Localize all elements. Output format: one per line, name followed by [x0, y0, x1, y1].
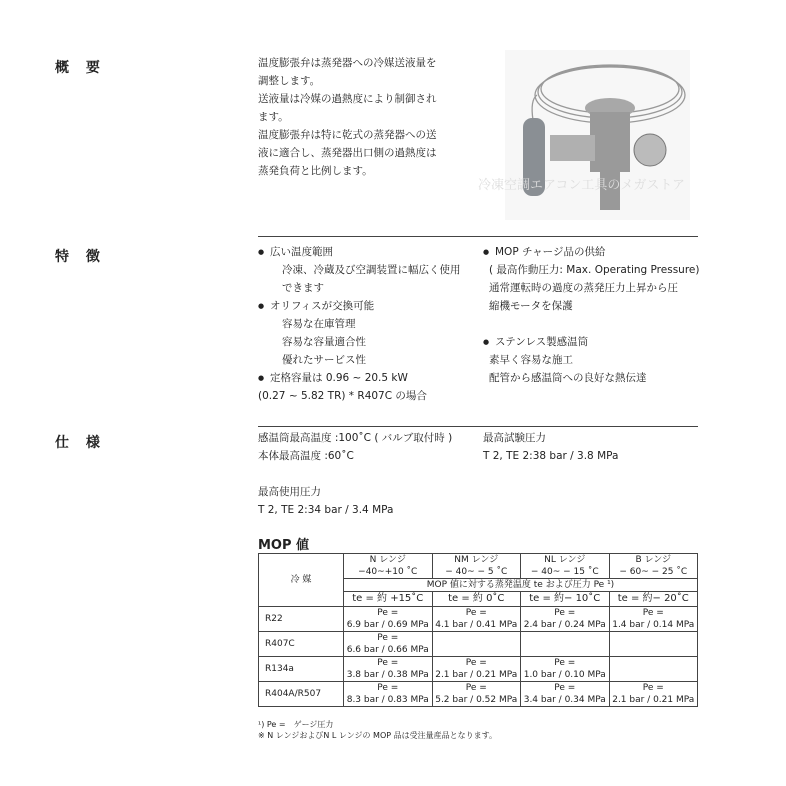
pe-label: Pe = — [554, 608, 576, 618]
pressure-value: 2.1 bar / 0.21 MPa — [435, 670, 518, 680]
max-working-pressure-label: 最高使用圧力 — [258, 486, 321, 498]
pressure-cell — [432, 657, 521, 682]
footnote: ¹) Pe = ゲージ圧力 — [258, 720, 334, 729]
bulb-max-temp: 感温筒最高温度 :100˚C ( バルブ取付時 ) — [258, 432, 453, 444]
pressure-cell — [609, 682, 698, 707]
table-row — [259, 632, 698, 657]
pressure-cell — [521, 607, 610, 632]
range-header — [432, 554, 521, 579]
divider — [258, 426, 698, 427]
feature-detail: 通常運転時の過度の蒸発圧力上昇から圧 — [489, 282, 678, 294]
valve-image — [505, 50, 690, 220]
te-header: te = 約 +15˚C — [344, 592, 433, 607]
pressure-cell — [432, 632, 521, 657]
feature-detail: 容易な在庫管理 — [282, 318, 356, 330]
pressure-value: 8.3 bar / 0.83 MPa — [346, 695, 429, 705]
table-row — [259, 657, 698, 682]
range-name: NL レンジ — [544, 555, 586, 565]
max-working-pressure: T 2, TE 2:34 bar / 3.4 MPa — [258, 504, 394, 516]
pe-label: Pe = — [554, 683, 576, 693]
feature-detail: (0.27 ~ 5.82 TR) * R407C の場合 — [258, 390, 427, 402]
pe-label: Pe = — [554, 658, 576, 668]
feature-detail: ( 最高作動圧力: Max. Operating Pressure) — [489, 264, 700, 276]
features-right — [483, 243, 703, 387]
range-temp: −40~+10 ˚C — [358, 567, 418, 577]
features-heading: 特 徴 — [55, 249, 106, 265]
range-header — [344, 554, 433, 579]
specs-heading: 仕 様 — [55, 435, 106, 451]
pressure-cell — [432, 682, 521, 707]
overview-line: 蒸発負荷と比例します。 — [258, 165, 373, 177]
pressure-cell — [521, 632, 610, 657]
pe-label: Pe = — [642, 608, 664, 618]
table-row — [259, 682, 698, 707]
pressure-value: 1.0 bar / 0.10 MPa — [523, 670, 606, 680]
range-name: N レンジ — [369, 555, 406, 565]
pressure-value: 2.4 bar / 0.24 MPa — [523, 620, 606, 630]
pressure-cell — [521, 682, 610, 707]
pressure-value: 3.8 bar / 0.38 MPa — [346, 670, 429, 680]
pe-label: Pe = — [377, 633, 399, 643]
te-header: te = 約− 20˚C — [609, 592, 698, 607]
refrigerant-header: 冷 媒 — [259, 554, 344, 607]
pressure-cell — [344, 682, 433, 707]
divider — [258, 236, 698, 237]
feature-detail: 容易な容量適合性 — [282, 336, 366, 348]
table-row — [259, 607, 698, 632]
watermark: 冷凍空調エアコン工具のメガストア — [478, 178, 685, 193]
pressure-cell — [344, 607, 433, 632]
feature-bullet: ● 定格容量は 0.96 ~ 20.5 kW — [258, 369, 483, 387]
pressure-value: 1.4 bar / 0.14 MPa — [612, 620, 695, 630]
feature-detail: 配管から感温筒への良好な熱伝達 — [489, 372, 647, 384]
note: ※ N レンジおよびN L レンジの MOP 品は受注量産品となります。 — [258, 731, 497, 740]
overview-line: ます。 — [258, 111, 289, 123]
pe-label: Pe = — [377, 608, 399, 618]
pressure-cell — [609, 632, 698, 657]
range-header — [609, 554, 698, 579]
pressure-cell — [609, 607, 698, 632]
mop-subheader: MOP 値に対する蒸発温度 te および圧力 Pe ¹) — [344, 579, 698, 592]
refrigerant-name: R134a — [259, 657, 344, 682]
pe-label: Pe = — [465, 658, 487, 668]
overview-line: 調整します。 — [258, 75, 321, 87]
feature-detail: できます — [282, 282, 324, 294]
feature-bullet: ● ステンレス製感温筒 — [483, 333, 703, 351]
pe-label: Pe = — [465, 683, 487, 693]
pressure-cell — [344, 632, 433, 657]
feature-bullet: ● オリフィスが交換可能 — [258, 297, 483, 315]
pressure-value: 6.9 bar / 0.69 MPa — [346, 620, 429, 630]
pressure-cell — [521, 657, 610, 682]
pressure-value: 4.1 bar / 0.41 MPa — [435, 620, 518, 630]
refrigerant-name: R404A/R507 — [259, 682, 344, 707]
mop-table — [258, 553, 698, 707]
max-test-pressure-label: 最高試験圧力 — [483, 432, 546, 444]
feature-bullet: ● 広い温度範囲 — [258, 243, 483, 261]
feature-detail: 素早く容易な施工 — [489, 354, 573, 366]
refrigerant-name: R407C — [259, 632, 344, 657]
range-temp: − 40~ − 5 ˚C — [445, 567, 508, 577]
pe-label: Pe = — [377, 683, 399, 693]
overview-line: 温度膨張弁は蒸発器への冷媒送液量を — [258, 57, 437, 69]
feature-detail: 優れたサービス性 — [282, 354, 366, 366]
pressure-value: 3.4 bar / 0.34 MPa — [523, 695, 606, 705]
pressure-cell — [432, 607, 521, 632]
feature-detail: 縮機モータを保護 — [489, 300, 573, 312]
pe-label: Pe = — [465, 608, 487, 618]
overview-line: 液に適合し、蒸発器出口側の過熱度は — [258, 147, 437, 159]
mop-title: MOP 値 — [258, 538, 310, 553]
te-header: te = 約 0˚C — [432, 592, 521, 607]
refrigerant-name: R22 — [259, 607, 344, 632]
range-header — [521, 554, 610, 579]
pressure-cell — [344, 657, 433, 682]
range-temp: − 60~ − 25 ˚C — [619, 567, 688, 577]
overview-heading: 概 要 — [55, 60, 106, 76]
te-header: te = 約− 10˚C — [521, 592, 610, 607]
feature-bullet: ● MOP チャージ品の供給 — [483, 243, 703, 261]
pressure-value: 5.2 bar / 0.52 MPa — [435, 695, 518, 705]
max-test-pressure: T 2, TE 2:38 bar / 3.8 MPa — [483, 450, 619, 462]
pressure-value: 6.6 bar / 0.66 MPa — [346, 645, 429, 655]
body-max-temp: 本体最高温度 :60˚C — [258, 450, 354, 462]
range-name: NM レンジ — [454, 555, 499, 565]
features-left — [258, 243, 483, 405]
overview-text — [258, 54, 437, 180]
overview-line: 温度膨張弁は特に乾式の蒸発器への送 — [258, 129, 437, 141]
feature-detail: 冷凍、冷蔵及び空調装置に幅広く使用 — [282, 264, 461, 276]
pe-label: Pe = — [377, 658, 399, 668]
range-name: B レンジ — [635, 555, 672, 565]
pe-label: Pe = — [642, 683, 664, 693]
overview-line: 送液量は冷媒の過熱度により制御され — [258, 93, 437, 105]
pressure-value: 2.1 bar / 0.21 MPa — [612, 695, 695, 705]
pressure-cell — [609, 657, 698, 682]
range-temp: − 40~ − 15 ˚C — [530, 567, 599, 577]
